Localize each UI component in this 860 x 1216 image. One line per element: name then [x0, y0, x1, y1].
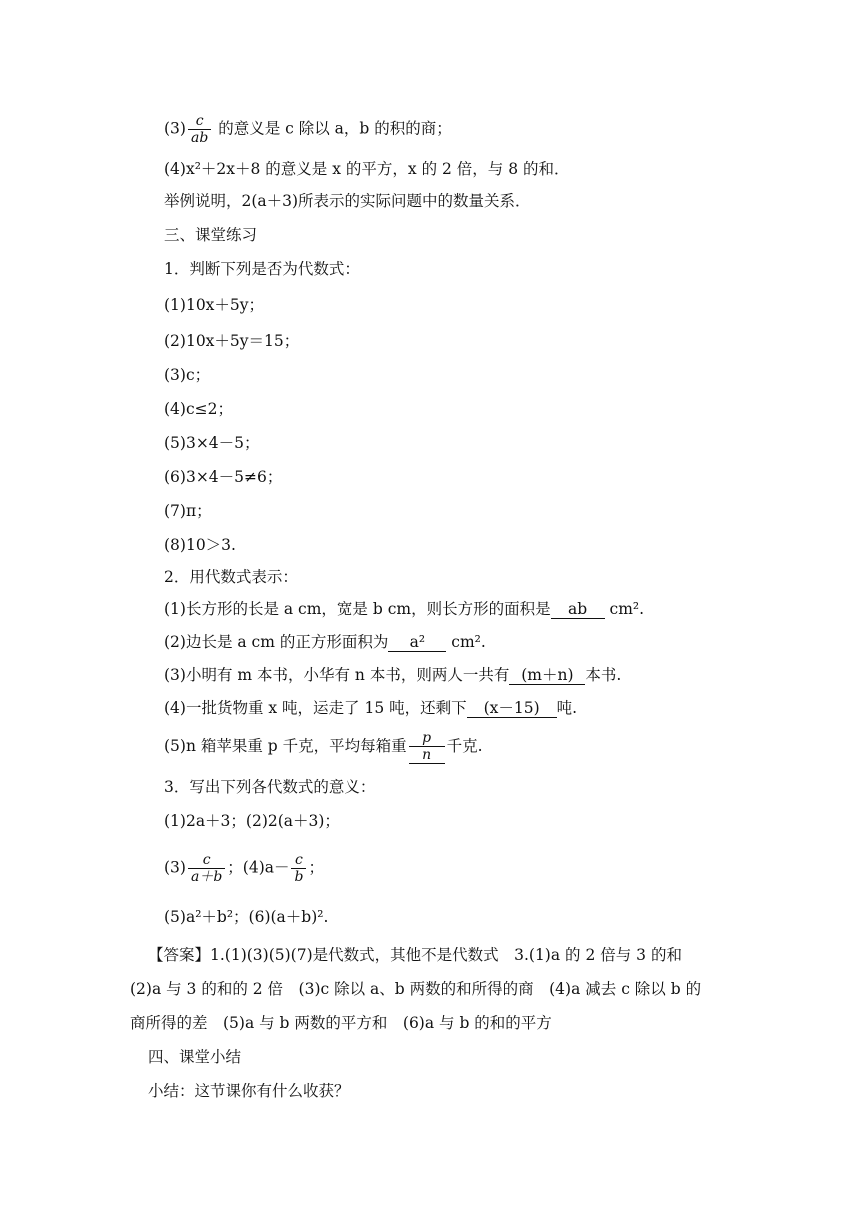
q2-text: (1)长方形的长是 a cm，宽是 b cm，则长方形的面积是 [164, 600, 551, 618]
q1-item: (6)3×4－5≠6； [164, 468, 283, 486]
q2-unit: 千克. [446, 737, 483, 755]
q3-line-3: (5)a²＋b²；(6)(a＋b)². [164, 908, 329, 926]
q2-unit: cm². [604, 600, 645, 618]
q2-text: (2)边长是 a cm 的正方形面积为 [164, 633, 389, 651]
question-3-title: 3．写出下列各代数式的意义： [164, 778, 376, 796]
fraction-denominator: a＋b [188, 868, 225, 885]
q2-unit: cm². [446, 633, 486, 651]
fraction-numerator: p [422, 730, 432, 746]
section-heading-practice: 三、课堂练习 [164, 226, 258, 244]
q2-item-2 [164, 631, 486, 653]
q1-item: (5)3×4－5； [164, 434, 260, 452]
fraction-denominator: ab [188, 129, 211, 146]
line-meaning-3 [164, 113, 452, 146]
fraction-denominator: b [291, 868, 306, 885]
meaning-text: 的意义是 c 除以 a，b 的积的商； [213, 119, 452, 138]
q2-item-5 [164, 730, 483, 764]
answer-line-3: 商所得的差 (5)a 与 b 两数的平方和 (6)a 与 b 的和的平方 [130, 1014, 552, 1032]
answer-blank: (m＋n) [509, 666, 585, 685]
item-number: (3) [164, 858, 186, 877]
item-number: (3) [164, 119, 186, 138]
q1-item: (4)c≤2； [164, 400, 233, 418]
q2-text: (3)小明有 m 本书，小华有 n 本书，则两人一共有 [164, 666, 510, 684]
q1-item: (2)10x＋5y＝15； [164, 332, 300, 350]
answer-line-1: 【答案】1.(1)(3)(5)(7)是代数式，其他不是代数式 3.(1)a 的 2 倍与 3 的和 [148, 946, 682, 964]
fraction-c-over-ab [188, 113, 211, 146]
line-meaning-4: (4)x²＋2x＋8 的意义是 x 的平方，x 的 2 倍，与 8 的和． [164, 160, 570, 178]
answer-line-2: (2)a 与 3 的和的 2 倍 (3)c 除以 a、b 两数的和所得的商 (4)a 减去 c 除以 b 的 [130, 980, 702, 998]
q3-line-2 [164, 852, 324, 885]
fraction-numerator: c [202, 852, 211, 868]
fraction-denominator: n [409, 746, 445, 763]
fraction-numerator: c [195, 113, 204, 129]
q2-item-4 [164, 697, 577, 719]
q2-unit: 吨. [556, 699, 578, 717]
q2-text: (4)一批货物重 x 吨，运走了 15 吨，还剩下 [164, 699, 467, 717]
fraction-p-over-n [409, 730, 445, 764]
fraction-numerator: c [295, 852, 303, 868]
question-1-title: 1．判断下列是否为代数式： [164, 260, 360, 278]
q1-item: (8)10＞3. [164, 536, 236, 554]
answer-blank: (x－15) [467, 699, 557, 718]
q1-item: (1)10x＋5y； [164, 296, 265, 314]
fraction-c-over-a-plus-b [188, 852, 225, 885]
q1-item: (3)c； [164, 366, 211, 384]
q3-text: ； [308, 858, 324, 877]
question-2-title: 2．用代数式表示： [164, 568, 298, 586]
q3-line-1: (1)2a＋3；(2)2(a＋3)； [164, 812, 340, 830]
q2-item-1 [164, 598, 644, 620]
q1-item: (7)π； [164, 502, 212, 520]
line-example: 举例说明，2(a＋3)所表示的实际问题中的数量关系． [164, 192, 531, 210]
section-heading-summary: 四、课堂小结 [148, 1048, 242, 1066]
answer-blank: a² [388, 633, 446, 652]
answer-blank: ab [551, 600, 605, 619]
fraction-c-over-b [291, 852, 306, 885]
q2-text: (5)n 箱苹果重 p 千克，平均每箱重 [164, 737, 407, 755]
summary-line: 小结：这节课你有什么收获？ [148, 1082, 350, 1100]
q3-text: ；(4)a－ [227, 858, 290, 877]
q2-item-3 [164, 664, 621, 686]
q2-unit: 本书. [585, 666, 622, 684]
